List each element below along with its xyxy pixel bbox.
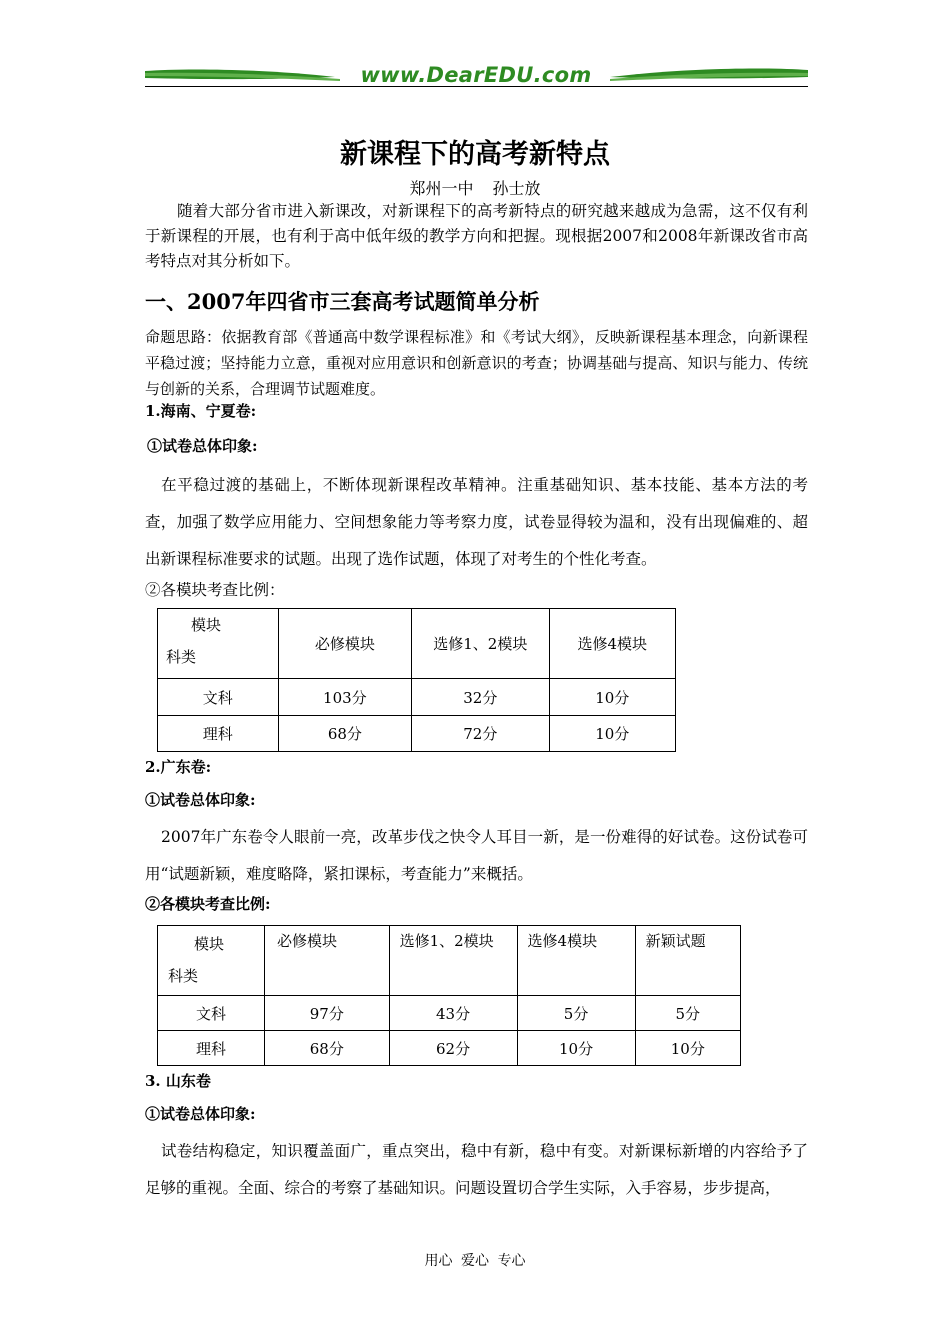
table-cell: 10分 <box>517 1031 635 1066</box>
corner-bottom: 科类 <box>166 648 197 666</box>
column-header: 选修1、2模块 <box>412 609 549 679</box>
corner-top: 模块 <box>194 935 225 953</box>
byline <box>0 176 950 199</box>
guangdong-heading: 2.广东卷: <box>145 758 212 776</box>
table-cell: 97分 <box>265 996 390 1031</box>
guangdong-impression-label: ①试卷总体印象: <box>145 791 256 809</box>
table-cell: 62分 <box>389 1031 517 1066</box>
hainan-impression-text: 在平稳过渡的基础上，不断体现新课程改革精神。注重基础知识、基本技能、基本方法的考查，加强了数学应用能力、空间想象能力等考察力度，试卷显得较为温和，没有出现偏难的、超出新课程标准要求的试题。出现了选作试题，体现了对考生的个性化考查。 <box>145 476 808 568</box>
page-title: 新课程下的高考新特点 <box>340 139 610 170</box>
row-label: 文科 <box>158 679 279 716</box>
table-cell: 103分 <box>278 679 411 716</box>
intro-paragraph: 随着大部分省市进入新课改，对新课程下的高考新特点的研究越来越成为急需，这不仅有利于新课程的开展，也有利于高中低年级的教学方向和把握。现根据2007和2008年新课改省市高考特点对其分析如下。 <box>145 202 808 270</box>
row-label: 理科 <box>158 716 279 752</box>
table-row <box>158 679 676 716</box>
page-footer: 用心 爱心 专心 <box>424 1253 526 1269</box>
section-heading: 一、2007年四省市三套高考试题简单分析 <box>145 289 540 314</box>
author-name: 孙士放 <box>492 179 541 198</box>
table-row <box>158 1031 741 1066</box>
column-header: 选修4模块 <box>549 609 675 679</box>
shandong-impression-text: 试卷结构稳定，知识覆盖面广，重点突出，稳中有新，稳中有变。对新课标新增的内容给予了足够的重视。全面、综合的考察了基础知识。问题设置切合学生实际，入手容易，步步提高， <box>145 1142 808 1197</box>
site-url[interactable]: www.DearEDU.com <box>360 63 592 87</box>
table-cell: 68分 <box>278 716 411 752</box>
column-header: 必修模块 <box>278 609 411 679</box>
shandong-impression-label: ①试卷总体印象: <box>145 1105 256 1123</box>
guangdong-ratio-table <box>157 925 741 1066</box>
table-header-row <box>158 926 741 996</box>
hainan-ratio-table <box>157 608 676 752</box>
design-idea-paragraph: 命题思路：依据教育部《普通高中数学课程标准》和《考试大纲》，反映新课程基本理念，向新课程平稳过渡；坚持能力立意，重视对应用意识和创新意识的考查；协调基础与提高、知识与能力、传统与创新的关系，合理调节试题难度。 <box>145 328 808 398</box>
table-row <box>158 716 676 752</box>
hainan-ratio-label: ②各模块考查比例： <box>145 581 285 599</box>
column-header: 选修1、2模块 <box>389 926 517 996</box>
row-label: 理科 <box>158 1031 265 1066</box>
table-header-row <box>158 609 676 679</box>
corner-top: 模块 <box>191 616 222 634</box>
guangdong-impression-text: 2007年广东卷令人眼前一亮，改革步伐之快令人耳目一新，是一份难得的好试卷。这份试卷可用“试题新颖，难度略降，紧扣课标，考查能力”来概括。 <box>145 828 808 883</box>
table-corner-cell <box>158 609 279 679</box>
row-label: 文科 <box>158 996 265 1031</box>
author-school: 郑州一中 <box>409 179 474 198</box>
shandong-heading: 3. 山东卷 <box>145 1072 211 1090</box>
table-corner-cell <box>158 926 265 996</box>
table-cell: 5分 <box>517 996 635 1031</box>
table-row <box>158 996 741 1031</box>
column-header: 新颖试题 <box>635 926 740 996</box>
corner-bottom: 科类 <box>168 967 199 985</box>
hainan-impression-label: ①试卷总体印象: <box>147 437 258 455</box>
guangdong-ratio-label: ②各模块考查比例: <box>145 895 271 913</box>
table-cell: 10分 <box>549 679 675 716</box>
table-cell: 5分 <box>635 996 740 1031</box>
table-cell: 72分 <box>412 716 549 752</box>
table-cell: 10分 <box>549 716 675 752</box>
hainan-heading: 1.海南、宁夏卷: <box>145 402 257 420</box>
table-cell: 32分 <box>412 679 549 716</box>
column-header: 必修模块 <box>265 926 390 996</box>
table-cell: 43分 <box>389 996 517 1031</box>
table-cell: 10分 <box>635 1031 740 1066</box>
column-header: 选修4模块 <box>517 926 635 996</box>
table-cell: 68分 <box>265 1031 390 1066</box>
